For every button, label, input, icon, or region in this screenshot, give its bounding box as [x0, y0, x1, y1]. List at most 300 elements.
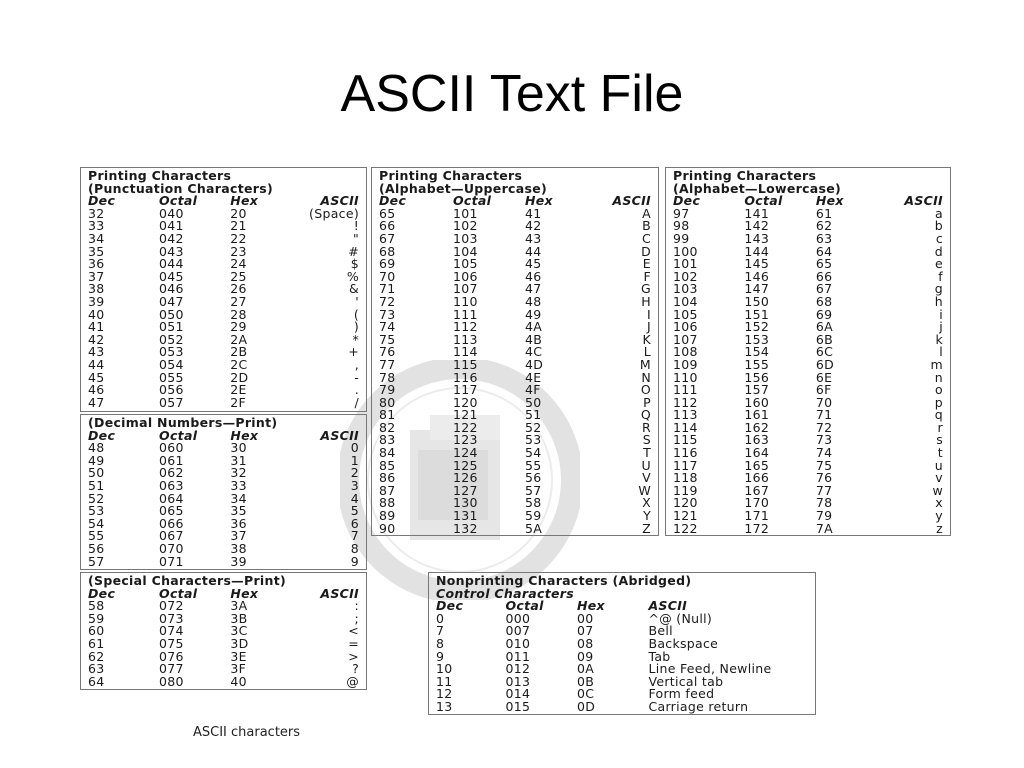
table-row — [88, 543, 359, 556]
table-cell: p — [934, 394, 943, 410]
table-cell: 061 — [159, 452, 184, 468]
table-row — [88, 372, 359, 385]
table-cell: 75 — [815, 457, 833, 473]
table-row — [88, 397, 359, 410]
punctuation-heading-1: Printing Characters — [88, 168, 232, 183]
table-row — [379, 523, 651, 536]
table-row — [673, 309, 943, 322]
column-header: Hex — [230, 427, 259, 443]
table-cell: 0C — [577, 686, 595, 702]
table-row — [436, 701, 808, 714]
table-cell: f — [938, 268, 943, 284]
column-header: Hex — [577, 598, 605, 614]
table-cell: 057 — [158, 394, 184, 410]
table-cell: 58 — [525, 495, 542, 511]
table-cell: C — [641, 230, 651, 246]
table-cell: 114 — [453, 344, 478, 360]
table-cell: 121 — [453, 407, 478, 423]
table-cell: Tab — [648, 648, 671, 664]
table-row — [379, 208, 651, 221]
header-row — [673, 195, 943, 208]
column-header: Dec — [88, 193, 116, 209]
special-table — [88, 585, 359, 689]
column-header: Dec — [88, 427, 116, 443]
table-row — [379, 510, 651, 523]
table-cell: 010 — [505, 635, 531, 651]
table-cell: 8 — [350, 540, 359, 556]
table-cell: 71 — [815, 407, 833, 423]
table-cell: 10 — [436, 661, 453, 677]
table-row — [88, 455, 359, 468]
table-row — [379, 447, 651, 460]
table-cell: V — [642, 470, 651, 486]
table-cell: g — [934, 281, 943, 297]
table-cell: E — [642, 256, 651, 272]
table-row — [88, 334, 359, 347]
table-cell: 65 — [379, 205, 396, 221]
table-cell: 132 — [453, 520, 478, 536]
table-cell: o — [935, 382, 943, 398]
table-cell: b — [934, 218, 943, 234]
table-cell: 26 — [230, 281, 247, 297]
table-cell: c — [935, 230, 943, 246]
table-row — [673, 397, 943, 410]
table-cell: 50 — [525, 394, 542, 410]
table-row — [673, 296, 943, 309]
table-cell: 4C — [525, 344, 543, 360]
table-cell: # — [348, 243, 359, 259]
table-cell: 69 — [815, 306, 833, 322]
slide-title: ASCII Text File — [340, 65, 684, 123]
table-cell: T — [643, 445, 651, 461]
table-cell: 119 — [673, 482, 698, 498]
table-cell: 83 — [379, 432, 396, 448]
table-cell: 76 — [815, 470, 833, 486]
table-cell: 38 — [230, 540, 247, 556]
table-cell: 62 — [88, 648, 105, 664]
header-row — [88, 430, 359, 443]
table-cell: 2A — [230, 331, 248, 347]
table-cell: 121 — [673, 508, 698, 524]
table-cell: 29 — [230, 319, 247, 335]
table-cell: 050 — [158, 306, 184, 322]
table-row — [436, 613, 808, 626]
table-row — [673, 334, 943, 347]
table-cell: 40 — [230, 673, 247, 689]
table-row — [379, 283, 651, 296]
table-cell: 6 — [350, 515, 359, 531]
table-row — [673, 497, 943, 510]
table-cell: 53 — [525, 432, 542, 448]
table-cell: 130 — [453, 495, 478, 511]
table-row — [88, 638, 359, 651]
table-cell: 055 — [158, 369, 184, 385]
table-cell: 3C — [230, 623, 248, 639]
table-cell: 39 — [230, 553, 247, 569]
table-row — [88, 505, 359, 518]
table-cell: 172 — [744, 520, 770, 536]
table-cell: 112 — [673, 394, 698, 410]
table-row — [673, 409, 943, 422]
table-cell: - — [354, 369, 359, 385]
table-cell: 52 — [525, 419, 542, 435]
table-cell: 045 — [158, 268, 184, 284]
table-cell: 78 — [815, 495, 833, 511]
table-cell: " — [352, 230, 359, 246]
table-row — [88, 493, 359, 506]
table-row — [673, 510, 943, 523]
table-cell: m — [930, 356, 943, 372]
table-cell: 054 — [158, 356, 184, 372]
table-cell: 87 — [379, 482, 396, 498]
table-row — [88, 359, 359, 372]
table-cell: 112 — [453, 319, 478, 335]
table-cell: Form feed — [648, 686, 715, 702]
nonprinting-table — [436, 600, 808, 713]
table-cell: 040 — [158, 205, 184, 221]
table-row — [379, 296, 651, 309]
table-cell: 63 — [815, 230, 833, 246]
table-cell: 8 — [436, 635, 445, 651]
table-cell: j — [939, 319, 943, 335]
table-cell: W — [638, 482, 651, 498]
table-cell: P — [643, 394, 651, 410]
table-row — [88, 625, 359, 638]
table-cell: 123 — [453, 432, 478, 448]
table-cell: 09 — [577, 648, 594, 664]
table-cell: 35 — [88, 243, 105, 259]
table-cell: K — [642, 331, 651, 347]
uppercase-heading-2: (Alphabet—Uppercase) — [379, 180, 548, 196]
table-cell: 7 — [436, 623, 445, 639]
table-row — [379, 334, 651, 347]
table-cell: O — [640, 382, 651, 398]
table-cell: 70 — [379, 268, 396, 284]
table-cell: 046 — [158, 281, 184, 297]
column-header: ASCII — [320, 427, 359, 443]
table-cell: 67 — [379, 230, 396, 246]
table-row — [379, 397, 651, 410]
decimal-table — [88, 427, 359, 569]
table-cell: 4 — [350, 490, 359, 506]
table-cell: 24 — [230, 256, 247, 272]
table-cell: 72 — [379, 293, 396, 309]
table-cell: 54 — [88, 515, 105, 531]
table-cell: , — [354, 356, 359, 372]
table-cell: 171 — [744, 508, 770, 524]
table-cell: ' — [355, 293, 359, 309]
header-row — [88, 588, 359, 601]
table-cell: 66 — [379, 218, 396, 234]
table-cell: 43 — [88, 344, 105, 360]
table-cell: 35 — [230, 503, 247, 519]
table-cell: 014 — [505, 686, 531, 702]
table-row — [673, 434, 943, 447]
table-cell: 68 — [815, 293, 833, 309]
nonprinting-table-box — [428, 572, 816, 715]
table-row — [379, 497, 651, 510]
table-cell: 57 — [88, 553, 105, 569]
column-header: Dec — [436, 598, 464, 614]
table-cell: 63 — [88, 661, 105, 677]
table-cell: 104 — [453, 243, 478, 259]
table-cell: 109 — [673, 356, 698, 372]
table-cell: 157 — [744, 382, 770, 398]
table-cell: 147 — [744, 281, 770, 297]
table-cell: 79 — [815, 508, 833, 524]
table-row — [88, 651, 359, 664]
table-cell: & — [348, 281, 359, 297]
table-cell: * — [352, 331, 359, 347]
table-cell: 45 — [525, 256, 542, 272]
table-cell: v — [935, 470, 943, 486]
table-cell: 40 — [88, 306, 105, 322]
table-row — [673, 258, 943, 271]
table-cell: ; — [354, 610, 359, 626]
table-cell: 150 — [744, 293, 770, 309]
table-cell: 59 — [525, 508, 542, 524]
table-cell: 151 — [744, 306, 770, 322]
table-cell: 98 — [673, 218, 690, 234]
table-cell: 122 — [673, 520, 698, 536]
table-cell: 070 — [159, 540, 184, 556]
table-row — [379, 409, 651, 422]
table-cell: I — [647, 306, 651, 322]
table-cell: 111 — [453, 306, 478, 322]
table-cell: 114 — [673, 419, 698, 435]
table-cell: 071 — [159, 553, 184, 569]
table-cell: 7A — [815, 520, 833, 536]
table-cell: 125 — [453, 457, 478, 473]
table-cell: 46 — [525, 268, 542, 284]
table-cell: ^@ (Null) — [648, 610, 713, 626]
table-cell: 81 — [379, 407, 396, 423]
table-row — [88, 384, 359, 397]
table-row — [673, 321, 943, 334]
table-cell: 120 — [453, 394, 478, 410]
table-cell: 84 — [379, 445, 396, 461]
table-cell: Backspace — [648, 635, 719, 651]
table-cell: 060 — [159, 440, 184, 456]
table-cell: 044 — [158, 256, 184, 272]
table-cell: 2E — [230, 382, 247, 398]
table-cell: 163 — [744, 432, 770, 448]
table-row — [379, 460, 651, 473]
table-cell: = — [348, 635, 359, 651]
table-row — [673, 271, 943, 284]
table-cell: ) — [353, 319, 359, 335]
table-cell: 55 — [525, 457, 542, 473]
table-cell: 72 — [815, 419, 833, 435]
table-cell: 052 — [158, 331, 184, 347]
table-cell: 6E — [815, 369, 833, 385]
table-cell: 131 — [453, 508, 478, 524]
table-cell: @ — [346, 673, 359, 689]
table-cell: 064 — [159, 490, 184, 506]
table-cell: 074 — [159, 623, 184, 639]
table-cell: 5 — [350, 503, 359, 519]
table-cell: 067 — [159, 528, 184, 544]
table-cell: F — [643, 268, 651, 284]
table-cell: k — [935, 331, 943, 347]
table-cell: 141 — [744, 205, 770, 221]
column-header: Hex — [815, 193, 844, 209]
table-cell: d — [934, 243, 943, 259]
table-cell: 161 — [744, 407, 770, 423]
table-cell: 075 — [159, 635, 184, 651]
column-header: Dec — [379, 193, 407, 209]
table-cell: R — [642, 419, 651, 435]
table-cell: z — [936, 520, 943, 536]
table-cell: 48 — [525, 293, 542, 309]
table-cell: 6D — [815, 356, 835, 372]
punctuation-table-box — [80, 167, 367, 412]
table-cell: / — [354, 394, 359, 410]
table-cell: 013 — [505, 673, 531, 689]
uppercase-table-box — [371, 167, 659, 536]
table-cell: 0A — [577, 661, 595, 677]
table-cell: 3D — [230, 635, 249, 651]
table-cell: 11 — [436, 673, 453, 689]
table-cell: 44 — [525, 243, 542, 259]
table-row — [673, 283, 943, 296]
table-row — [88, 283, 359, 296]
table-cell: 145 — [744, 256, 770, 272]
column-header: Octal — [158, 193, 198, 209]
table-cell: 47 — [88, 394, 105, 410]
table-cell: 89 — [379, 508, 396, 524]
column-header: Octal — [159, 585, 198, 601]
table-row — [88, 346, 359, 359]
table-cell: 111 — [673, 382, 698, 398]
table-cell: 042 — [158, 230, 184, 246]
table-cell: D — [641, 243, 651, 259]
table-cell: 73 — [815, 432, 833, 448]
table-cell: 127 — [453, 482, 478, 498]
table-row — [88, 676, 359, 689]
table-cell: 61 — [815, 205, 833, 221]
table-cell: 32 — [230, 465, 247, 481]
table-row — [88, 271, 359, 284]
column-header: Octal — [744, 193, 783, 209]
table-row — [673, 485, 943, 498]
table-cell: Y — [643, 508, 651, 524]
nonprinting-heading-2: Control Characters — [436, 585, 574, 601]
lowercase-heading-2: (Alphabet—Lowercase) — [673, 180, 842, 196]
table-cell: 30 — [230, 440, 247, 456]
column-header: Octal — [505, 598, 544, 614]
table-cell: 117 — [673, 457, 698, 473]
table-cell: 124 — [453, 445, 478, 461]
table-row — [436, 625, 808, 638]
table-cell: 162 — [744, 419, 770, 435]
table-cell: 126 — [453, 470, 478, 486]
table-cell: 108 — [673, 344, 698, 360]
table-cell: 6B — [815, 331, 834, 347]
table-cell: 4E — [525, 369, 542, 385]
table-row — [379, 309, 651, 322]
column-header: Dec — [673, 193, 701, 209]
table-cell: 144 — [744, 243, 770, 259]
table-row — [673, 372, 943, 385]
table-cell: 110 — [453, 293, 478, 309]
table-row — [88, 663, 359, 676]
table-cell: 012 — [505, 661, 531, 677]
table-cell: 100 — [673, 243, 698, 259]
table-row — [379, 372, 651, 385]
table-cell: 160 — [744, 394, 770, 410]
table-cell: 156 — [744, 369, 770, 385]
table-cell: : — [354, 598, 359, 614]
table-cell: Z — [642, 520, 651, 536]
table-cell: 70 — [815, 394, 833, 410]
table-cell: $ — [350, 256, 359, 272]
table-cell: 102 — [673, 268, 698, 284]
column-header: Hex — [525, 193, 553, 209]
table-cell: 53 — [88, 503, 105, 519]
table-cell: N — [641, 369, 651, 385]
table-cell: 110 — [673, 369, 698, 385]
table-row — [88, 600, 359, 613]
table-cell: X — [642, 495, 651, 511]
table-cell: 043 — [158, 243, 184, 259]
table-cell: 77 — [815, 482, 833, 498]
table-row — [88, 613, 359, 626]
table-row — [436, 638, 808, 651]
table-cell: 36 — [230, 515, 247, 531]
table-row — [436, 663, 808, 676]
punctuation-table — [88, 195, 359, 409]
table-cell: 39 — [88, 293, 105, 309]
table-row — [88, 518, 359, 531]
table-cell: 79 — [379, 382, 396, 398]
table-cell: + — [348, 344, 359, 360]
table-cell: 60 — [88, 623, 105, 639]
table-row — [88, 480, 359, 493]
table-cell: H — [641, 293, 651, 309]
table-cell: 2C — [230, 356, 248, 372]
table-cell: 2D — [230, 369, 249, 385]
column-header: Hex — [230, 585, 259, 601]
table-cell: 61 — [88, 635, 105, 651]
table-cell: 3E — [230, 648, 247, 664]
table-cell: Carriage return — [648, 698, 749, 714]
column-header: Octal — [453, 193, 492, 209]
column-header: Octal — [159, 427, 198, 443]
table-cell: 68 — [379, 243, 396, 259]
table-cell: 9 — [436, 648, 445, 664]
table-cell: 28 — [230, 306, 247, 322]
table-cell: 56 — [525, 470, 542, 486]
table-cell: 58 — [88, 598, 105, 614]
table-cell: 154 — [744, 344, 770, 360]
table-cell: 2F — [230, 394, 246, 410]
table-cell: L — [643, 344, 651, 360]
lowercase-heading-1: Printing Characters — [673, 168, 817, 183]
table-row — [88, 208, 359, 221]
table-cell: s — [936, 432, 943, 448]
table-cell: 4A — [525, 319, 543, 335]
table-cell: 066 — [159, 515, 184, 531]
table-cell: 21 — [230, 218, 247, 234]
table-cell: 007 — [505, 623, 531, 639]
table-cell: (Space) — [309, 205, 359, 221]
table-cell: 74 — [379, 319, 396, 335]
uppercase-table — [379, 195, 651, 535]
table-cell: 4F — [525, 382, 541, 398]
table-cell: 69 — [379, 256, 396, 272]
table-cell: M — [639, 356, 651, 372]
